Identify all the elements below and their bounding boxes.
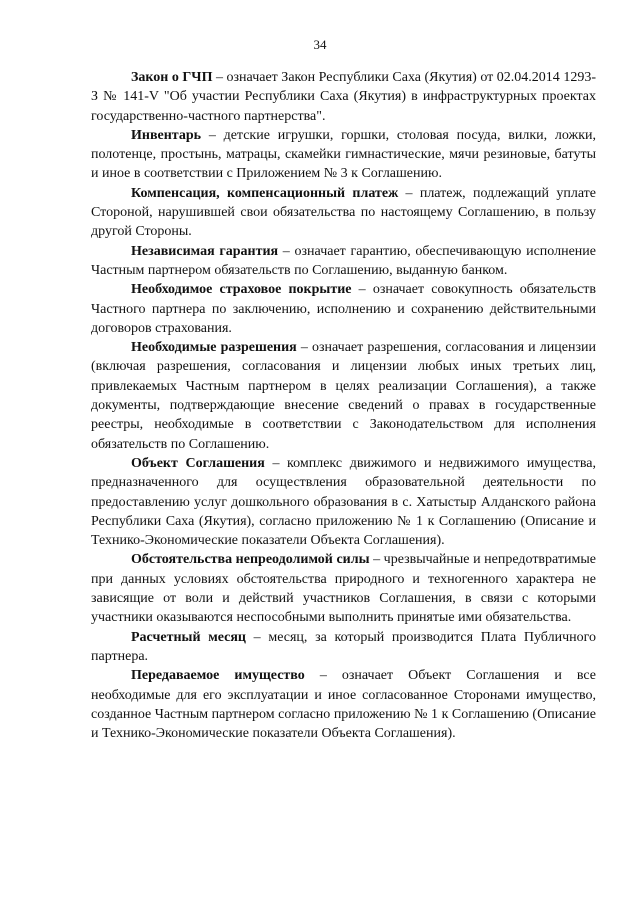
definition-zakon-o-gchp (91, 68, 596, 126)
definition-term: Обстоятельства непреодолимой силы (131, 552, 370, 568)
definition-term: Необходимое страховое покрытие (131, 282, 352, 298)
definition-text: – означает гарантию, обеспечивающую исполнение Частным партнером обязательств по Соглашению, выданную банком. (91, 243, 596, 278)
definition-term: Расчетный месяц (131, 629, 246, 645)
definition-text: – означает Закон Республики Саха (Якутия) от 02.04.2014 1293-З № 141-V "Об участии Республики Саха (Якутия) в инфраструктурных проектах государственно-частного партнерства". (91, 70, 596, 124)
definition-obekt-soglasheniya (91, 454, 596, 550)
page-number: 34 (313, 37, 327, 52)
definition-text: – означает совокупность обязательств Частного партнера по заключению, исполнению и сохранению действительными договоров страхования. (91, 282, 597, 336)
definition-text: – означает Объект Соглашения и все необходимые для его эксплуатации и иное согласованное Сторонами имущество, созданное Частным партнером согласно приложению № 1 к Соглашению (Описание и Технико-Экономические показатели Объекта Соглашения). (91, 668, 597, 742)
definition-term: Передаваемое имущество (131, 668, 305, 684)
definition-nepreodolimaya-sila (91, 550, 596, 627)
definition-strakhovoe-pokrytie (91, 280, 596, 338)
definition-text: – чрезвычайные и непредотвратимые при данных условиях обстоятельства природного и техногенного характера не зависящие от воли и действий участников Соглашения, в связи с которыми участники оказываются неспособными выполнить принятые ими обязательства. (91, 552, 596, 626)
definition-nezavisimaya-garantiya (91, 242, 596, 281)
definition-text: – комплекс движимого и недвижимого имущества, предназначенного для осуществления образовательной деятельности по предоставлению услуг дошкольного образования в с. Хатыстыр Алданского района Республики Саха (Якутия), согласно приложению № 1 к Соглашению (Описание и Технико-Экономические показатели Объекта Соглашения). (91, 455, 596, 549)
definition-text: – платеж, подлежащий уплате Стороной, нарушившей свои обязательства по настоящему Соглашению, в пользу другой Стороны. (91, 185, 596, 240)
definition-term: Необходимые разрешения (131, 340, 297, 356)
definition-term: Закон о ГЧП (131, 70, 213, 85)
definition-kompensatsiya (91, 184, 596, 242)
definition-text: – детские игрушки, горшки, столовая посуда, вилки, ложки, полотенце, простынь, матрацы, скамейки гимнастические, мячи резиновые, батуты и иное в соответствии с Приложением № 3 к Соглашению. (91, 127, 596, 182)
definition-term: Независимая гарантия (131, 243, 279, 259)
definition-text: – месяц, за который производится Плата Публичного партнера. (91, 629, 596, 664)
definition-term: Объект Соглашения (131, 455, 265, 471)
definition-raschetnyi-mesyats (91, 628, 596, 667)
definition-peredavaemoe-imushchestvo (91, 666, 596, 743)
definition-inventar (91, 126, 596, 184)
definition-neobkhodimye-razresheniya (91, 338, 596, 454)
definitions-list (91, 68, 596, 743)
definition-term: Инвентарь (131, 127, 202, 143)
definition-text: – означает разрешения, согласования и лицензии (включая разрешения, согласования и лицензии любых иных третьих лиц, привлекаемых Частным партнером в целях реализации Соглашения), а также документы, подтверждающие внесение сведений о правах в государственные реестры, необходимые в соответствии с Законодательством для исполнения обязательств по Соглашению. (91, 340, 596, 452)
definition-term: Компенсация, компенсационный платеж (131, 185, 399, 201)
